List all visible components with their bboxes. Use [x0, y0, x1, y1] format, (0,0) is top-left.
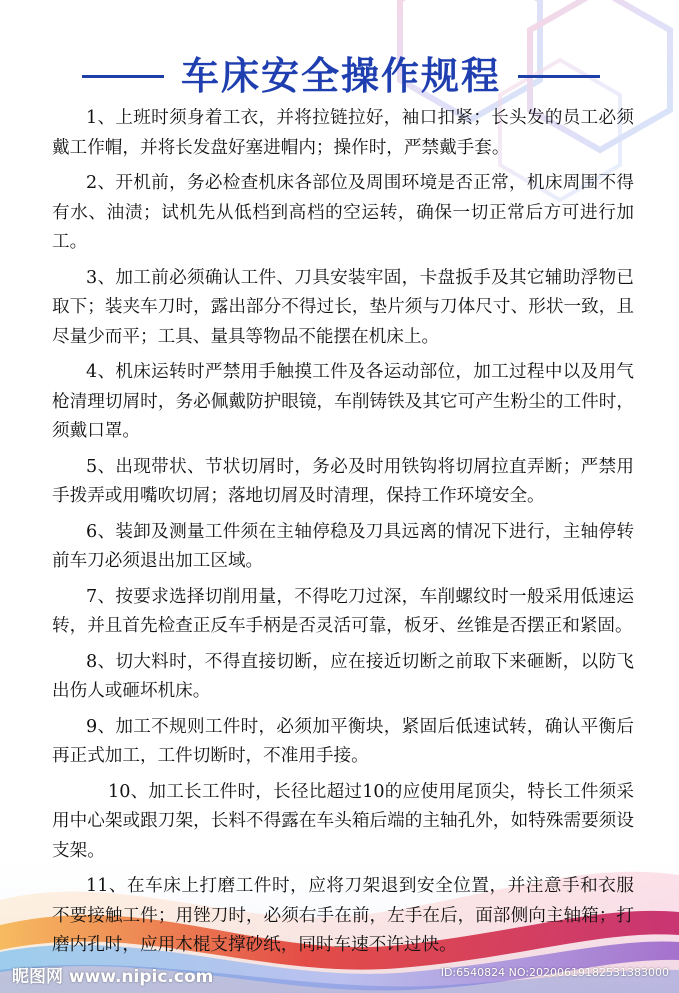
rule-paragraph-6: 6、装卸及测量工件须在主轴停稳及刀具远离的情况下进行，主轴停转前车刀必须退出加工区域。 [52, 521, 634, 571]
rules-body [52, 104, 634, 967]
watermark-id: ID:6540824 NO:20200619182531383000 [440, 966, 669, 979]
title-line-left [82, 75, 164, 78]
rule-paragraph-8: 8、切大料时，不得直接切断，应在接近切断之前取下来砸断，以防飞出伤人或砸坏机床。 [52, 651, 634, 701]
rule-paragraph-11: 11、在车床上打磨工件时，应将刀架退到安全位置，并注意手和衣服不要接触工件；用锉刀时，必须右手在前，左手在后，面部侧向主轴箱；打磨内孔时，应用木棍支撑砂纸，同时车速不许过快。 [52, 876, 634, 955]
rule-paragraph-4: 4、机床运转时严禁用手触摸工件及各运动部位，加工过程中以及用气枪清理切屑时，务必佩戴防护眼镜，车削铸铁及其它可产生粉尘的工件时，须戴口罩。 [52, 362, 634, 441]
rule-paragraph-10: 10、加工长工件时，长径比超过10的应使用尾顶尖，特长工件须采用中心架或跟刀架，长料不得露在车头箱后端的主轴孔外，如特殊需要须设支架。 [52, 781, 634, 861]
rule-paragraph-1: 1、上班时须身着工衣，并将拉链拉好，袖口扣紧；长头发的员工必须戴工作帽，并将长发盘好塞进帽内；操作时，严禁戴手套。 [52, 108, 634, 158]
rule-paragraph-3: 3、加工前必须确认工件、刀具安装牢固，卡盘扳手及其它辅助浮物已取下；装夹车刀时，露出部分不得过长，垫片须与刀体尺寸、形状一致，且尽量少而平；工具、量具等物品不能摆在机床上。 [52, 267, 634, 347]
rule-paragraph-7: 7、按要求选择切削用量，不得吃刀过深，车削螺纹时一般采用低速运转，并且首先检查正反车手柄是否灵活可靠，板牙、丝锥是否摆正和紧固。 [52, 586, 634, 636]
page-title: 车床安全操作规程 [180, 54, 501, 98]
rule-paragraph-9: 9、加工不规则工件时，必须加平衡块，紧固后低速试转，确认平衡后再正式加工，工件切断时，不准用手接。 [52, 716, 634, 766]
rule-paragraph-2: 2、开机前，务必检查机床各部位及周围环境是否正常，机床周围不得有水、油渍；试机先从低档到高档的空运转，确保一切正常后方可进行加工。 [52, 173, 634, 252]
watermark-site: 昵图网 www.nipic.com [12, 967, 214, 987]
title-bar [0, 48, 679, 104]
rule-paragraph-5: 5、出现带状、节状切屑时，务必及时用铁钩将切屑拉直弄断；严禁用手拨弄或用嘴吹切屑；落地切屑及时清理，保持工作环境安全。 [52, 456, 634, 506]
title-line-right [518, 75, 600, 78]
